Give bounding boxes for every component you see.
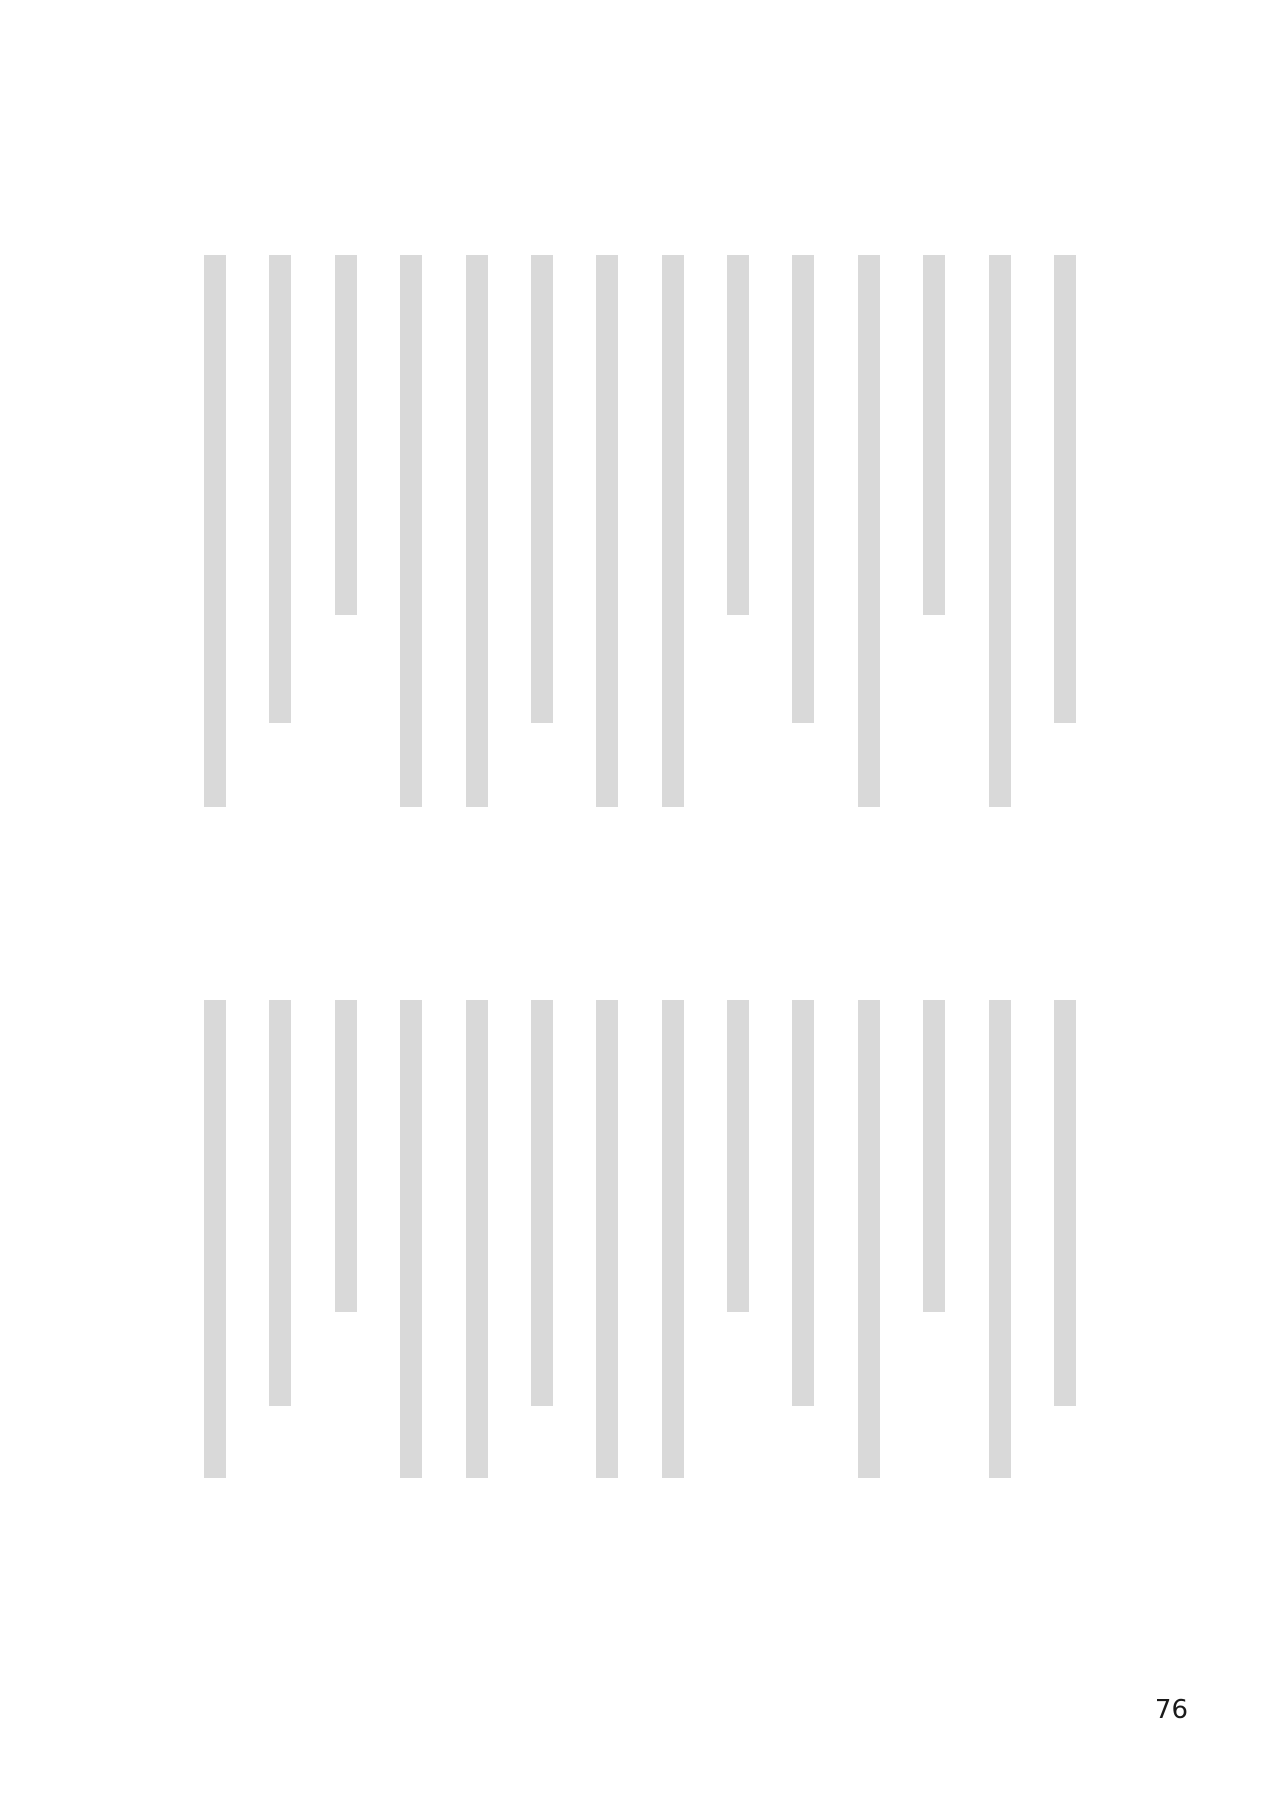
text-column: [909, 255, 959, 855]
text-column: [321, 255, 371, 855]
text-column: [386, 1000, 436, 1520]
text-column: [713, 1000, 763, 1520]
text-column: [909, 1000, 959, 1520]
text-column: [648, 255, 698, 855]
text-column: [582, 1000, 632, 1520]
text-column: [517, 255, 567, 855]
text-column: [1040, 1000, 1090, 1520]
text-column: [452, 1000, 502, 1520]
text-column: [255, 1000, 305, 1520]
upper-text-block: [190, 255, 1090, 855]
text-column: [190, 255, 240, 855]
text-column: [844, 255, 894, 855]
text-column: [975, 1000, 1025, 1520]
page-number: 76: [1154, 1695, 1188, 1725]
text-column: [713, 255, 763, 855]
text-column: [975, 255, 1025, 855]
text-column: [1040, 255, 1090, 855]
text-column: [582, 255, 632, 855]
text-column: [648, 1000, 698, 1520]
text-column: [452, 255, 502, 855]
text-column: [190, 1000, 240, 1520]
text-column: [255, 255, 305, 855]
text-column: [321, 1000, 371, 1520]
text-column: [778, 1000, 828, 1520]
text-column: [778, 255, 828, 855]
text-column: [517, 1000, 567, 1520]
lower-text-block: [190, 1000, 1090, 1520]
text-column: [844, 1000, 894, 1520]
text-column: [386, 255, 436, 855]
